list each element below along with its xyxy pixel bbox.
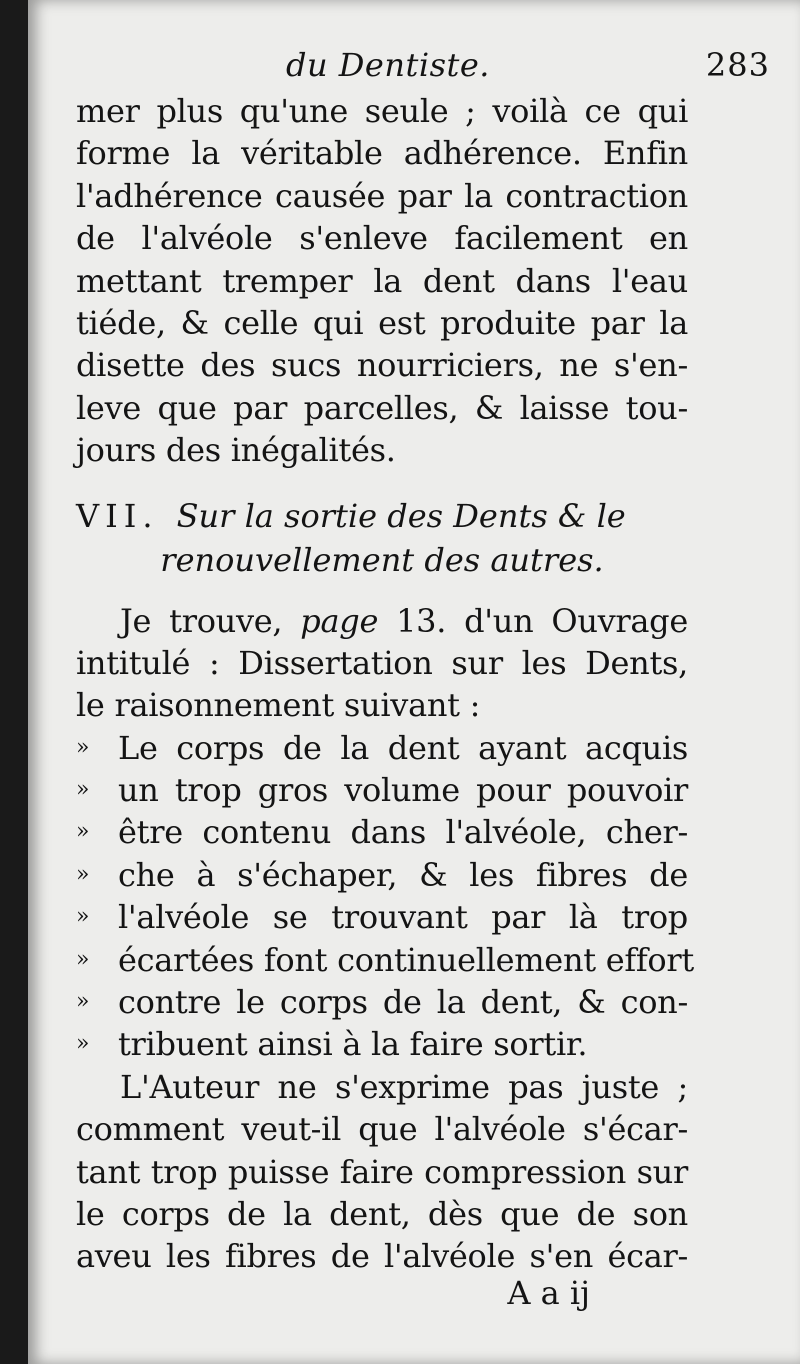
book-page: [28, 0, 800, 1364]
signature-mark: A a ij: [507, 1274, 590, 1312]
text-line: l'adhérence causée par la contraction: [76, 176, 688, 215]
section-heading: [76, 494, 688, 582]
text-line: mettant tremper la dent dans l'eau: [76, 261, 688, 300]
quote-line: contre le corps de la dent, & con-: [118, 983, 688, 1022]
page-body: [76, 90, 694, 1278]
quote-line: tribuent ainsi à la faire sortir.: [118, 1025, 588, 1064]
text-line: le corps de la dent, dès que de son: [76, 1194, 688, 1233]
text-line: comment veut-il que l'alvéole s'écar-: [76, 1110, 688, 1149]
quote-mark: »: [76, 946, 90, 972]
text-line: intitulé : Dissertation sur les Dents,: [76, 643, 688, 682]
quote-mark: »: [76, 1031, 90, 1057]
text-line: aveu les fibres de l'alvéole s'en écar-: [76, 1237, 688, 1276]
text-line: L'Auteur ne s'exprime pas juste ;: [120, 1067, 688, 1106]
quote-mark: »: [76, 734, 90, 760]
quote-mark: »: [76, 861, 90, 887]
text-span: Je trouve,: [120, 601, 283, 640]
text-line: leve que par parcelles, & laisse tou-: [76, 388, 688, 427]
text-span: 13. d'un Ouvrage: [396, 601, 688, 640]
quote-line: l'alvéole se trouvant par là trop: [118, 898, 688, 937]
quote-mark: »: [76, 989, 90, 1015]
text-line: tant trop puisse faire compression sur: [76, 1152, 688, 1191]
page-header: [28, 46, 800, 96]
paragraph-1: [76, 90, 688, 472]
text-line: forme la véritable adhérence. Enfin: [76, 134, 688, 173]
text-line: de l'alvéole s'enleve facilement en: [76, 219, 688, 258]
text-line: tiéde, & celle qui est produite par la: [76, 303, 688, 342]
page-number: 283: [705, 46, 770, 84]
quotation: [76, 727, 694, 1066]
quote-mark: »: [76, 904, 90, 930]
text-line: [76, 600, 688, 642]
quote-mark: »: [76, 777, 90, 803]
section-title-line-2: renouvellement des autres.: [160, 540, 604, 579]
text-line: jours des inégalités.: [76, 431, 396, 470]
quote-line: Le corps de la dent ayant acquis: [118, 728, 688, 767]
text-line: mer plus qu'une seule ; voilà ce qui: [76, 92, 688, 130]
quote-line: être contenu dans l'alvéole, cher-: [118, 813, 688, 852]
section-number: VII.: [76, 496, 159, 535]
quote-line: écartées font continuellement effort: [118, 940, 694, 979]
paragraph-3: [76, 1066, 688, 1278]
paragraph-2: [76, 600, 688, 727]
section-title-line-1: Sur la sortie des Dents & le: [176, 496, 626, 535]
quote-line: che à s'échaper, & les fibres de: [118, 855, 688, 894]
running-head: du Dentiste.: [286, 46, 490, 84]
quote-mark: »: [76, 819, 90, 845]
italic-reference: page: [300, 601, 379, 640]
quote-line: un trop gros volume pour pouvoir: [118, 771, 688, 810]
text-line: le raisonnement suivant :: [76, 686, 481, 725]
text-line: disette des sucs nourriciers, ne s'en-: [76, 346, 688, 385]
